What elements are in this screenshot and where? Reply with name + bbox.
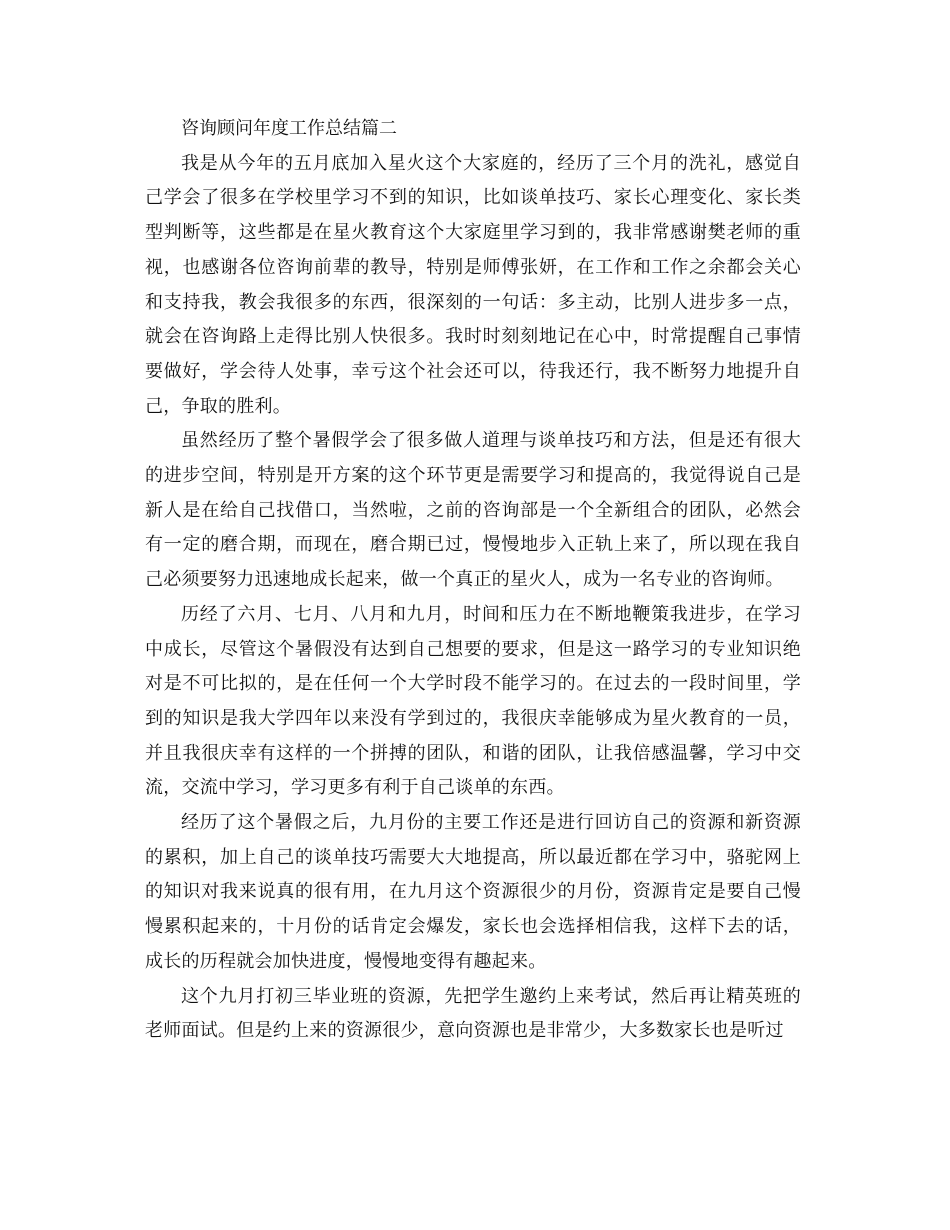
paragraph-3: 历经了六月、七月、八月和九月，时间和压力在不断地鞭策我进步，在学习中成长，尽管这个暑假没有达到自己想要的要求，但是这一路学习的专业知识绝对是不可比拟的，是在任何一个大学时段不能学习的。在过去的一段时间里，学到的知识是我大学四年以来没有学到过的，我很庆幸能够成为星火教育的一员，并且我很庆幸有这样的一个拼搏的团队，和谐的团队，让我倍感温馨，学习中交流，交流中学习，学习更多有利于自己谈单的东西。 <box>145 603 801 799</box>
paragraph-5: 这个九月打初三毕业班的资源，先把学生邀约上来考试，然后再让精英班的老师面试。但是约上来的资源很少，意向资源也是非常少，大多数家长也是听过 <box>145 985 801 1042</box>
document-body <box>145 112 801 1049</box>
paragraph-2: 虽然经历了整个暑假学会了很多做人道理与谈单技巧和方法，但是还有很大的进步空间，特别是开方案的这个环节更是需要学习和提高的，我觉得说自己是新人是在给自己找借口，当然啦，之前的咨询部是一个全新组合的团队，必然会有一定的磨合期，而现在，磨合期已过，慢慢地步入正轨上来了，所以现在我自己必须要努力迅速地成长起来，做一个真正的星火人，成为一名专业的咨询师。 <box>145 430 801 591</box>
document-title: 咨询顾问年度工作总结篇二 <box>181 118 397 139</box>
paragraph-1: 我是从今年的五月底加入星火这个大家庭的，经历了三个月的洗礼，感觉自己学会了很多在学校里学习不到的知识，比如谈单技巧、家长心理变化、家长类型判断等，这些都是在星火教育这个大家庭里学习到的，我非常感谢樊老师的重视，也感谢各位咨询前辈的教导，特别是师傅张妍，在工作和工作之余都会关心和支持我，教会我很多的东西，很深刻的一句话：多主动，比别人进步多一点，就会在咨询路上走得比别人快很多。我时时刻刻地记在心中，时常提醒自己事情要做好，学会待人处事，幸亏这个社会还可以，待我还行，我不断努力地提升自己，争取的胜利。 <box>145 152 801 417</box>
paragraph-4: 经历了这个暑假之后，九月份的主要工作还是进行回访自己的资源和新资源的累积，加上自己的谈单技巧需要大大地提高，所以最近都在学习中，骆驼网上的知识对我来说真的很有用，在九月这个资源很少的月份，资源肯定是要自己慢慢累积起来的，十月份的话肯定会爆发，家长也会选择相信我，这样下去的话，成长的历程就会加快进度，慢慢地变得有趣起来。 <box>145 812 801 972</box>
